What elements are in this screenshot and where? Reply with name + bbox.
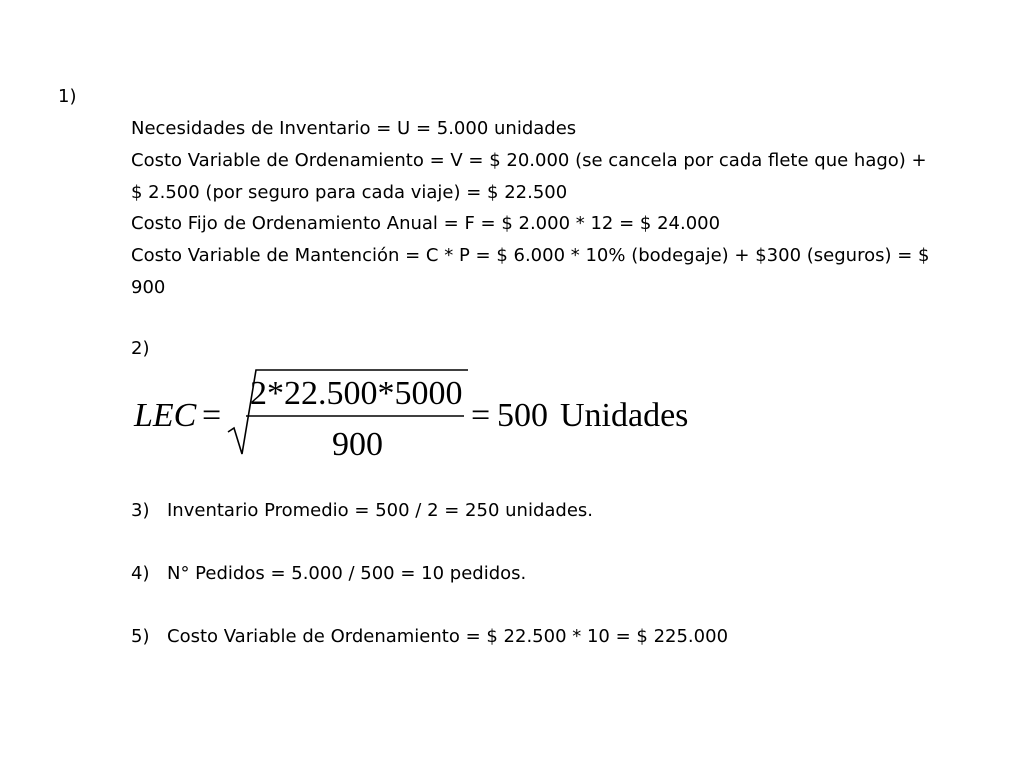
variable-ordering-cost-continuation: $ 2.500 (por seguro para cada viaje) = $ 22.500: [131, 182, 568, 203]
number-of-orders-line: N° Pedidos = 5.000 / 500 = 10 pedidos.: [167, 563, 527, 584]
section-1-number: 1): [58, 86, 77, 107]
formula-denominator: 900: [332, 426, 383, 463]
formula-unit: Unidades: [560, 397, 689, 434]
eoq-formula: [128, 362, 728, 472]
average-inventory-line: Inventario Promedio = 500 / 2 = 250 unidades.: [167, 500, 593, 521]
formula-result: 500: [497, 397, 548, 434]
formula-equals-2: =: [471, 397, 491, 434]
formula-numerator: 2*22.500*5000: [250, 375, 463, 412]
formula-lhs: LEC: [134, 397, 197, 434]
section-5-number: 5): [131, 626, 150, 647]
holding-cost-continuation: 900: [131, 277, 166, 298]
variable-ordering-cost-line: Costo Variable de Ordenamiento = V = $ 20.000 (se cancela por cada flete que hago) +: [131, 150, 927, 171]
formula-equals: =: [202, 397, 222, 434]
holding-cost-line: Costo Variable de Mantención = C * P = $ 6.000 * 10% (bodegaje) + $300 (seguros) = $: [131, 245, 930, 266]
inventory-needs-line: Necesidades de Inventario = U = 5.000 unidades: [131, 118, 577, 139]
section-3-number: 3): [131, 500, 150, 521]
total-variable-ordering-cost-line: Costo Variable de Ordenamiento = $ 22.500 * 10 = $ 225.000: [167, 626, 729, 647]
fixed-ordering-cost-line: Costo Fijo de Ordenamiento Anual = F = $ 2.000 * 12 = $ 24.000: [131, 213, 721, 234]
section-2-number: 2): [131, 338, 150, 359]
section-4-number: 4): [131, 563, 150, 584]
